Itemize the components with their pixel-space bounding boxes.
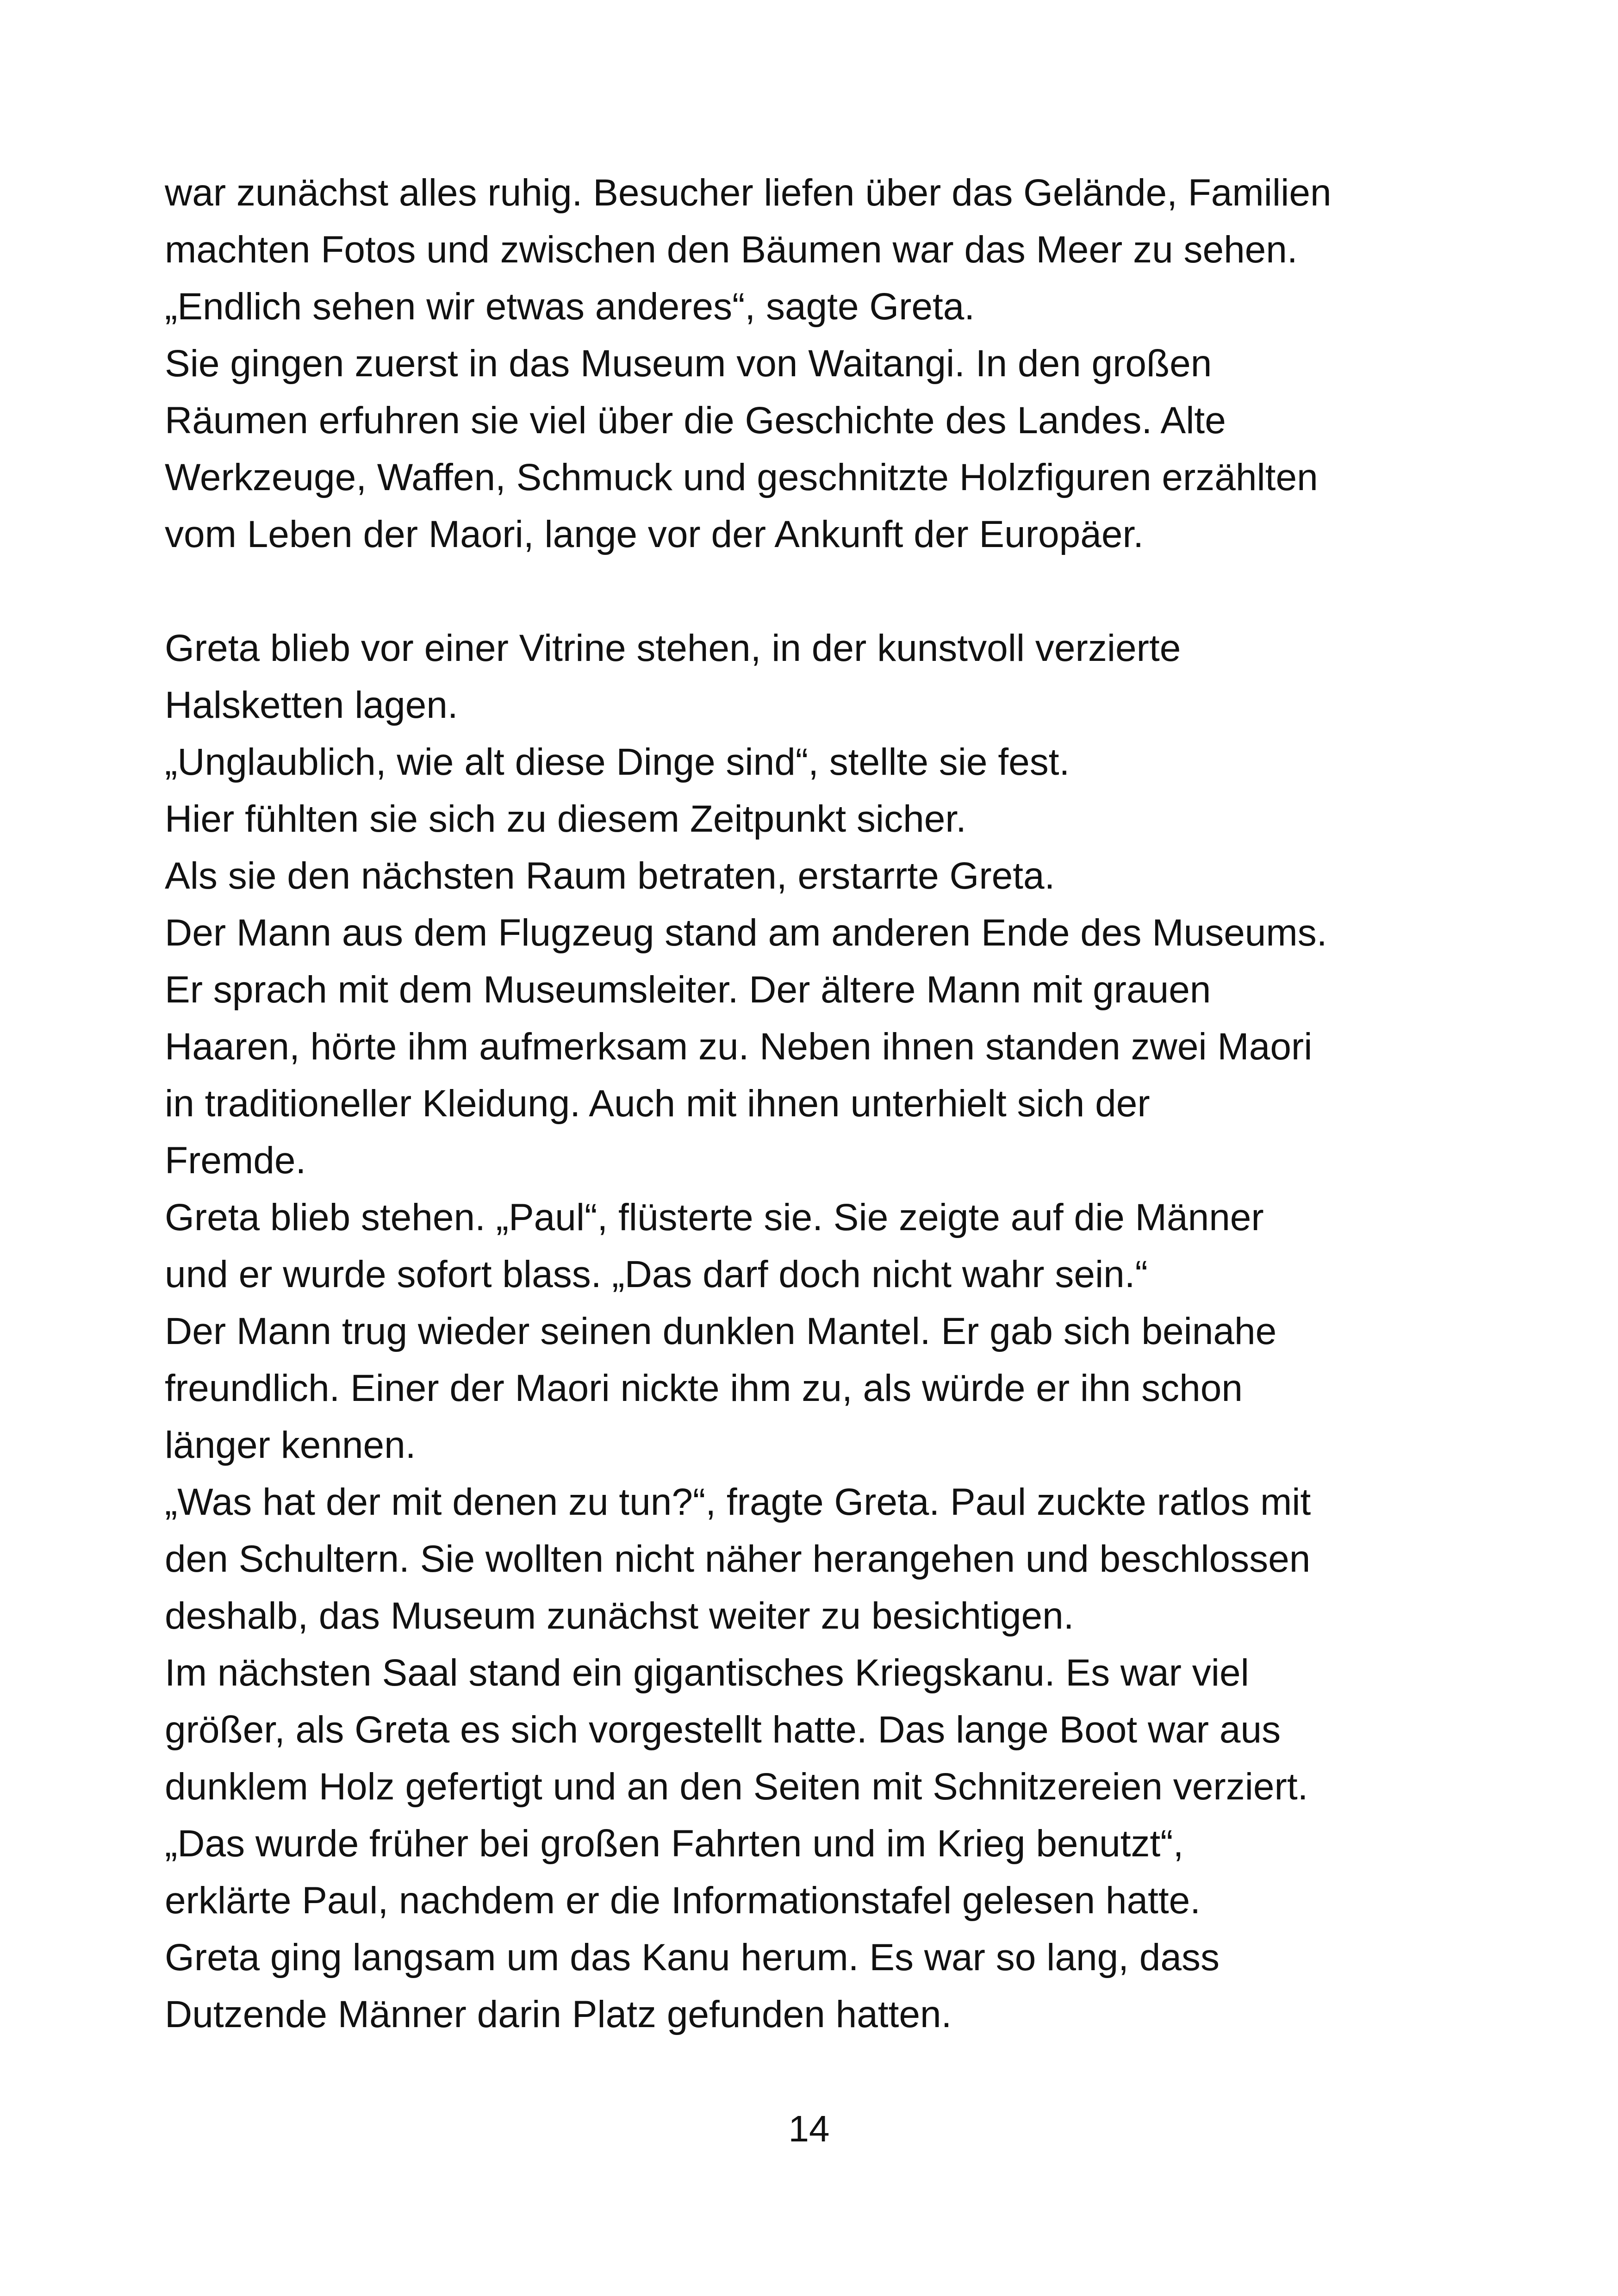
text-line: länger kennen. bbox=[165, 1424, 416, 1466]
text-line: Im nächsten Saal stand ein gigantisches Kriegskanu. Es war viel bbox=[165, 1652, 1249, 1694]
text-line: erklärte Paul, nachdem er die Informationstafel gelesen hatte. bbox=[165, 1879, 1201, 1922]
text-line: Haaren, hörte ihm aufmerksam zu. Neben ihnen standen zwei Maori bbox=[165, 1026, 1313, 1068]
text-line: „Endlich sehen wir etwas anderes“, sagte Greta. bbox=[165, 286, 975, 328]
text-line: dunklem Holz gefertigt und an den Seiten mit Schnitzereien verziert. bbox=[165, 1766, 1308, 1808]
text-line: deshalb, das Museum zunächst weiter zu besichtigen. bbox=[165, 1595, 1074, 1637]
page-number: 14 bbox=[788, 2108, 830, 2149]
text-line: Dutzende Männer darin Platz gefunden hatten. bbox=[165, 1993, 952, 2035]
text-line: Der Mann trug wieder seinen dunklen Mantel. Er gab sich beinahe bbox=[165, 1310, 1277, 1352]
text-line: „Unglaublich, wie alt diese Dinge sind“, stellte sie fest. bbox=[165, 741, 1070, 783]
text-line: Als sie den nächsten Raum betraten, erstarrte Greta. bbox=[165, 855, 1055, 897]
paragraph-gap bbox=[165, 563, 1507, 620]
text-line: Fremde. bbox=[165, 1139, 306, 1182]
text-line: Hier fühlten sie sich zu diesem Zeitpunkt sicher. bbox=[165, 798, 966, 840]
text-line: und er wurde sofort blass. „Das darf doch nicht wahr sein.“ bbox=[165, 1253, 1148, 1295]
text-line: den Schultern. Sie wollten nicht näher herangehen und beschlossen bbox=[165, 1538, 1311, 1580]
text-line: „Was hat der mit denen zu tun?“, fragte Greta. Paul zuckte ratlos mit bbox=[165, 1481, 1311, 1523]
text-line: vom Leben der Maori, lange vor der Ankunft der Europäer. bbox=[165, 513, 1144, 555]
text-line: Halsketten lagen. bbox=[165, 684, 458, 726]
text-line: größer, als Greta es sich vorgestellt hatte. Das lange Boot war aus bbox=[165, 1709, 1281, 1751]
text-line: Greta blieb stehen. „Paul“, flüsterte sie. Sie zeigte auf die Männer bbox=[165, 1196, 1264, 1238]
text-line: war zunächst alles ruhig. Besucher liefen über das Gelände, Familien bbox=[165, 172, 1332, 214]
text-line: Der Mann aus dem Flugzeug stand am anderen Ende des Museums. bbox=[165, 912, 1327, 954]
text-line: freundlich. Einer der Maori nickte ihm zu, als würde er ihn schon bbox=[165, 1367, 1243, 1409]
text-line: Sie gingen zuerst in das Museum von Waitangi. In den großen bbox=[165, 342, 1212, 385]
text-line: machten Fotos und zwischen den Bäumen war das Meer zu sehen. bbox=[165, 229, 1298, 271]
text-line: Greta ging langsam um das Kanu herum. Es war so lang, dass bbox=[165, 1936, 1220, 1979]
text-line: Greta blieb vor einer Vitrine stehen, in der kunstvoll verzierte bbox=[165, 627, 1181, 669]
text-line: Werkzeuge, Waffen, Schmuck und geschnitzte Holzfiguren erzählten bbox=[165, 456, 1318, 498]
text-line: Räumen erfuhren sie viel über die Geschichte des Landes. Alte bbox=[165, 399, 1226, 442]
text-line: Er sprach mit dem Museumsleiter. Der ältere Mann mit grauen bbox=[165, 969, 1211, 1011]
text-line: „Das wurde früher bei großen Fahrten und im Krieg benutzt“, bbox=[165, 1823, 1184, 1865]
text-line: in traditioneller Kleidung. Auch mit ihnen unterhielt sich der bbox=[165, 1083, 1150, 1125]
body-text bbox=[165, 164, 1507, 2043]
